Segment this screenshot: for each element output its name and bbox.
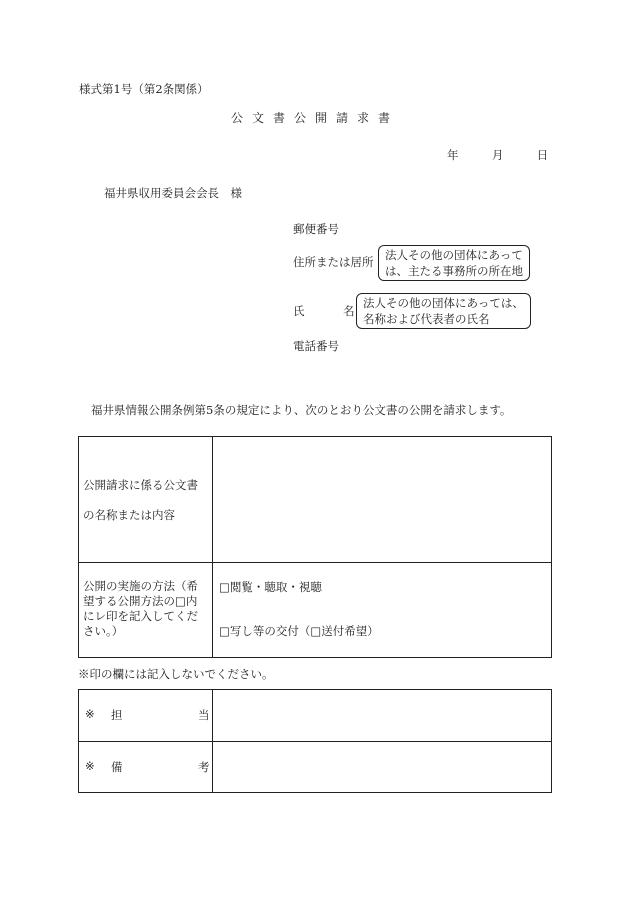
remarks-label-b: 考 (198, 760, 210, 774)
staff-label-a: 担 (111, 708, 123, 722)
staff-input[interactable] (213, 690, 552, 742)
name-label-b: 名 (343, 304, 355, 318)
addressee: 福井県収用委員会会長 様 (104, 186, 242, 200)
method-label-line1: 公開の実施の方法（希 (83, 579, 198, 593)
option-view-checkbox[interactable]: □閲覧・聴取・視聴 (219, 580, 322, 594)
date-line (447, 147, 548, 163)
document-name-label-line1: 公開請求に係る公文書 (83, 477, 198, 492)
remarks-mark: ※ (85, 759, 95, 773)
office-use-table (78, 689, 552, 793)
document-name-label (79, 437, 213, 563)
name-note-line1: 法人その他の団体にあっては、 (363, 296, 524, 310)
remarks-label-a: 備 (111, 760, 123, 774)
method-label-line3: にレ印を記入してくだ (83, 609, 198, 623)
document-name-input[interactable] (213, 437, 552, 563)
name-label-a: 氏 (293, 304, 305, 318)
option-copy-checkbox[interactable]: □写し等の交付（□送付希望） (219, 624, 379, 638)
day-label: 日 (536, 148, 549, 162)
method-label-line4: さい。） (83, 624, 124, 638)
staff-label (79, 690, 213, 742)
remarks-label (79, 742, 213, 793)
name-note-line2: 名称および代表者の氏名 (363, 312, 490, 326)
phone-label: 電話番号 (293, 339, 339, 353)
name-note (356, 293, 531, 329)
method-label (79, 563, 213, 658)
address-label: 住所または居所 (293, 255, 374, 269)
postal-code-label: 郵便番号 (293, 222, 339, 236)
page-title: 公文書公開請求書 (230, 111, 399, 125)
address-note (378, 245, 530, 281)
address-note-line1: 法人その他の団体にあって (385, 248, 523, 262)
year-label: 年 (447, 148, 459, 162)
form-number: 様式第1号（第2条関係） (79, 82, 209, 96)
method-options (213, 563, 552, 658)
staff-label-b: 当 (198, 708, 210, 722)
month-label: 月 (491, 148, 504, 162)
request-table (78, 436, 552, 658)
remarks-input[interactable] (213, 742, 552, 793)
document-name-label-line2: の名称または内容 (83, 507, 175, 522)
method-label-line2: 望する公開方法の□内 (83, 594, 198, 608)
intro-text: 福井県情報公開条例第5条の規定により、次のとおり公文書の公開を請求します。 (91, 403, 512, 417)
address-note-line2: は、主たる事務所の所在地 (385, 264, 523, 278)
note-text: ※印の欄には記入しないでください。 (78, 667, 274, 681)
staff-mark: ※ (85, 707, 95, 721)
